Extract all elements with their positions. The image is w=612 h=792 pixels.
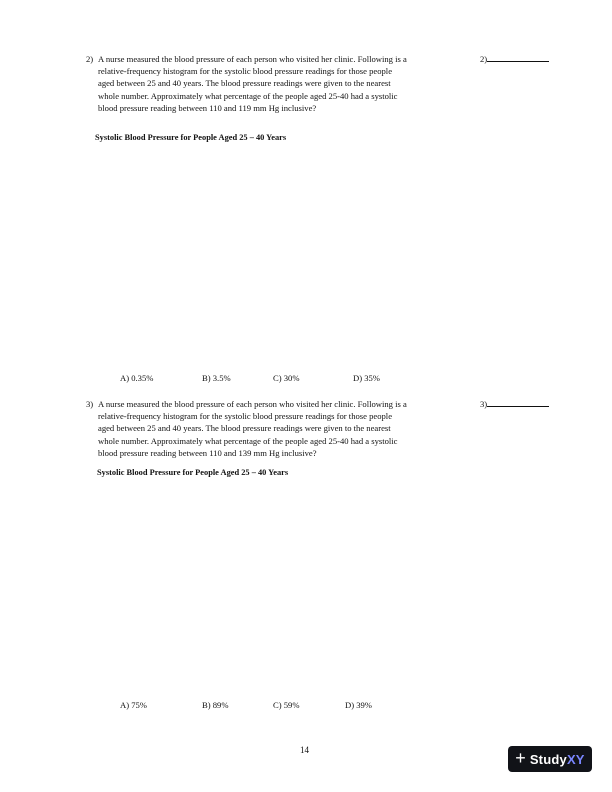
answer-blank[interactable] [487,53,549,62]
histogram-area [95,483,475,693]
choice-d[interactable]: D) 39% [345,700,372,710]
answer-label: 3) [480,399,488,409]
chart-title: Systolic Blood Pressure for People Aged 25 – 40 Years [95,133,287,142]
question-number: 3) [86,399,94,409]
answer-slot-2[interactable] [480,53,549,64]
studyxy-badge[interactable] [508,746,592,772]
choice-b[interactable]: B) 89% [202,700,229,710]
page-number: 14 [300,745,309,755]
choice-a[interactable]: A) 0.35% [120,373,154,383]
question-2-text [98,53,470,114]
plus-icon: + [515,748,526,768]
answer-blank[interactable] [487,398,549,407]
answer-choices-3 [120,700,420,712]
question-line: A nurse measured the blood pressure of each person who visited her clinic. Following is a [98,54,407,64]
brand-accent: XY [566,751,585,767]
chart-title: Systolic Blood Pressure for People Aged 25 – 40 Years [97,468,289,477]
question-line: A nurse measured the blood pressure of each person who visited her clinic. Following is a [98,399,407,409]
question-line: aged between 25 and 40 years. The blood pressure readings were given to the nearest [98,423,391,434]
question-line: aged between 25 and 40 years. The blood pressure readings were given to the nearest [98,78,391,89]
question-3-text [98,398,470,459]
choice-b[interactable]: B) 3.5% [202,373,231,383]
question-line: whole number. Approximately what percentage of the people aged 25-40 had a systolic [98,90,398,101]
brand-main: Study [529,751,567,767]
question-line: blood pressure reading between 110 and 139 mm Hg inclusive? [98,447,317,458]
choice-a[interactable]: A) 75% [120,700,147,710]
answer-choices-2 [120,373,420,385]
answer-label: 2) [480,54,488,64]
histogram-area [95,148,475,366]
answer-slot-3[interactable] [480,398,549,409]
question-line: relative-frequency histogram for the systolic blood pressure readings for those people [98,66,393,77]
choice-c[interactable]: C) 30% [273,373,300,383]
brand-logo [530,752,585,767]
choice-d[interactable]: D) 35% [353,373,380,383]
choice-c[interactable]: C) 59% [273,700,300,710]
question-number: 2) [86,54,94,64]
question-line: whole number. Approximately what percentage of the people aged 25-40 had a systolic [98,435,398,446]
question-line: blood pressure reading between 110 and 119 mm Hg inclusive? [98,102,317,113]
question-line: relative-frequency histogram for the systolic blood pressure readings for those people [98,411,393,422]
